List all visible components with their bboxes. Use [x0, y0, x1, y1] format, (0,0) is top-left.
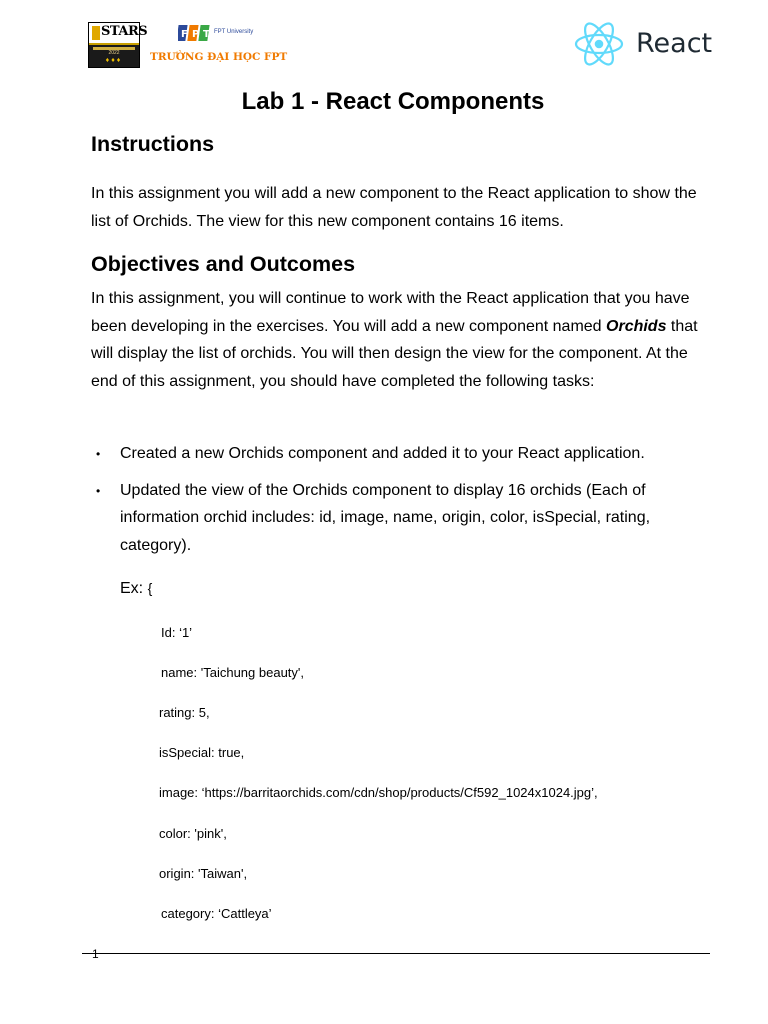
fpt-university-name: TRƯỜNG ĐẠI HỌC FPT — [150, 51, 288, 63]
stars-dots-icon: ♦♦♦ — [105, 57, 123, 64]
stars-logo — [88, 22, 148, 68]
objectives-heading: Objectives and Outcomes — [91, 252, 356, 276]
instructions-paragraph: In this assignment you will add a new component to the React application to show the list of Orchids. The view for this new component contains 16 items. — [91, 185, 697, 230]
example-field-rating: rating: 5, — [159, 705, 210, 720]
document-title: Lab 1 - React Components — [241, 88, 545, 115]
react-atom-icon — [574, 20, 624, 68]
example-field-isspecial: isSpecial: true, — [159, 745, 245, 760]
stars-logo-text: STARS — [101, 24, 148, 39]
example-field-id: Id: ‘1’ — [161, 625, 193, 640]
stars-logo-year: 2022 — [108, 50, 120, 56]
task-bullet-1: Created a new Orchids component and added it to your React application. — [120, 445, 645, 462]
objectives-paragraph — [91, 285, 716, 395]
fpt-university-label: FPT University — [214, 29, 254, 35]
svg-text:F: F — [181, 29, 188, 40]
example-field-name: name: 'Taichung beauty', — [161, 665, 304, 680]
example-label-line — [120, 580, 152, 598]
task-bullet-2: Updated the view of the Orchids component to display 16 orchids (Each of information orchid includes: id, image, name, origin, color, isSpecial, rating, category). — [120, 482, 651, 554]
stars-emblem-icon — [92, 26, 100, 40]
footer-rule — [82, 953, 710, 954]
bullet-dot-icon: • — [96, 447, 101, 461]
example-field-origin: origin: 'Taiwan', — [159, 866, 248, 881]
example-field-category: category: ‘Cattleya’ — [161, 906, 272, 921]
objectives-text-end: that will display the list of orchids. You will then design the view for the component. At the end of this assignment, you should have completed the following tasks: — [91, 317, 698, 390]
example-field-image: image: ‘https://barritaorchids.com/cdn/shop/products/Cf592_1024x1024.jpg’, — [159, 785, 598, 800]
react-logo-text: React — [636, 28, 713, 59]
fpt-mark-icon — [178, 22, 212, 44]
fpt-university-logo — [150, 20, 288, 68]
instructions-heading: Instructions — [91, 132, 215, 156]
svg-text:P: P — [192, 29, 200, 40]
svg-text:T: T — [203, 29, 210, 40]
orchids-emphasis: Orchids — [606, 317, 667, 335]
bullet-dot-icon: • — [96, 484, 101, 498]
react-logo — [574, 20, 714, 68]
example-open-brace: { — [147, 580, 153, 596]
objectives-text-start: In this assignment, you will continue to work with the React application that you have been developing in the exercises. You will add a new component named — [91, 290, 690, 335]
example-label: Ex: — [120, 580, 144, 597]
page-number: 1 — [92, 947, 99, 961]
example-field-color: color: 'pink', — [159, 826, 227, 841]
